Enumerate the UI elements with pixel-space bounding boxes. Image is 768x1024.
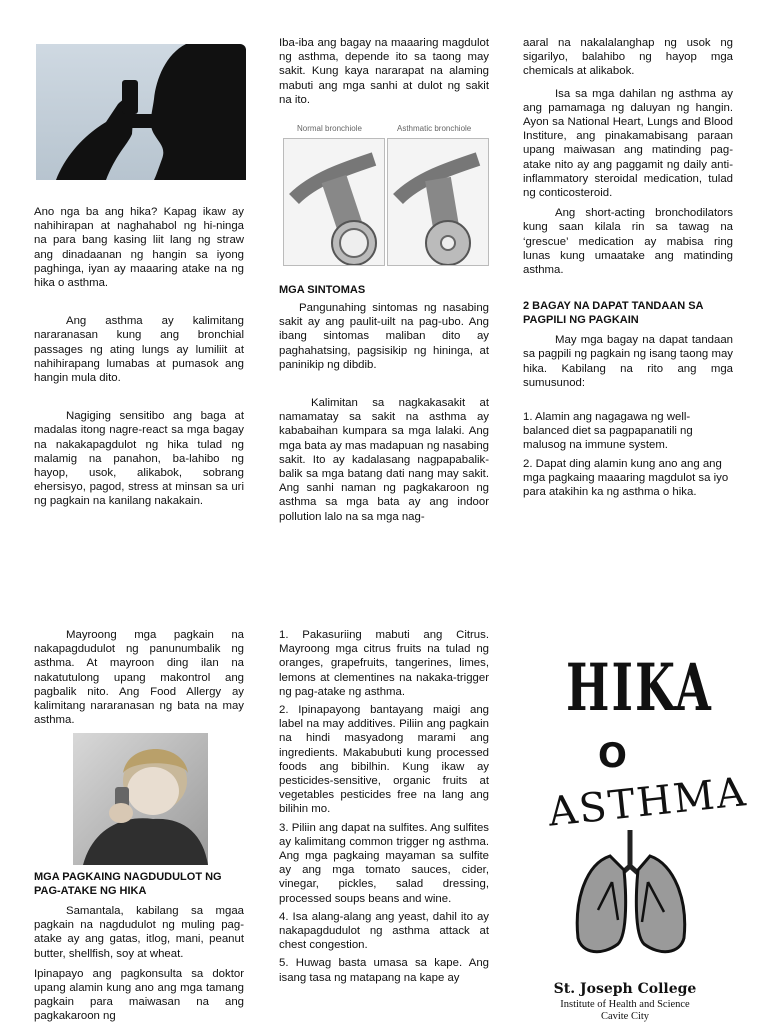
asthmatic-bronchiole-panel: [387, 138, 489, 266]
tip-yeast: 4. Isa alang-alang ang yeast, dahil ito ay nakapagdudulot ng asthma attack at chest congestion.: [279, 910, 489, 952]
symptoms-paragraph: Pangunahing sintomas ng nasabing sakit ay ang paulit-uilt na pag-ubo. Ang ibang sintomas maliban dito ay paghahatsing, pagsisikip ng hininga, at paninikip ng dibdib.: [279, 302, 489, 371]
child-inhaler-photo: [73, 733, 208, 865]
college-name: St. Joseph College: [553, 981, 697, 997]
tip-additives: 2. Ipinapayong bantayang maigi ang label na may additives. Piliin ang pagkain na hindi masyadong marami ang ingredients. Makabubuti kung processed foods ang bibilhin. Kung ikaw ay pesticides-sensitive, organic fruits at vegetables pesticides free na lang ang bilihin mo.: [279, 704, 489, 816]
inflammation-paragraph: Isa sa mga dahilan ng asthma ay ang pamamaga ng daluyan ng hangin. Ayon sa National Heart, Lungs and Blood Institure, ang pinakamabisang paraan upang maiwasan ang matinding pag-atake nito ay ang paggamit ng daily anti-inflammatory steroidal medication, tulad ng conticosteroid.: [523, 87, 733, 200]
cover-title-o: O: [598, 736, 627, 776]
inhalants-paragraph: aaral na nakalalanghap ng usok ng sigarilyo, balahibo ng hayop mga chemicals at alikabok.: [523, 37, 733, 78]
food-tips-heading: 2 BAGAY NA DAPAT TANDAAN SA PAGPILI NG PAGKAIN: [523, 300, 704, 327]
symptoms-heading: MGA SINTOMAS: [279, 284, 366, 296]
col2-intro: [279, 36, 489, 107]
asthmatic-bronchiole-label: Asthmatic bronchiole: [397, 124, 472, 133]
lungs-illustration: [568, 830, 698, 960]
trigger-foods-paragraph: Samantala, kabilang sa mgaa pagkain na nagdudulot ng muling pag-atake ay ang gatas, itlog, mani, peanut butter, shellfish, soy at wheat.: [34, 905, 244, 960]
inhaler-silhouette-photo: [36, 44, 246, 180]
tip-coffee: 5. Huwag basta umasa sa kape. Ang isang tasa ng matapang na kape ay: [279, 957, 489, 984]
normal-bronchiole-label: Normal bronchiole: [297, 124, 362, 133]
normal-bronchiole-panel: [283, 138, 385, 266]
food-allergy-paragraph: Mayroong mga pagkain na nakapagdudulot ng panunumbalik ng asthma. At mayroon ding ilan na nakatutulong upang makontrol ang pagbalik nito. Ang Food Allergy ay kalimitang nararanasan ng bata na may asthma.: [34, 629, 244, 727]
cover-title-asthma: ASTHMA: [546, 769, 750, 836]
causes-paragraph: Iba-iba ang bagay na maaaring magdulot ng asthma, depende ito sa taong may sakit. Kung kaya nararapat na alaming mabuti ang mga sanhi at dulot ng sakit na ito.: [279, 37, 489, 106]
col1-text: [34, 205, 244, 509]
col5-list: [279, 628, 489, 985]
college-city: Cavite City: [600, 1011, 650, 1022]
tip-sulfites: 3. Piliin ang dapat na sulfites. Ang sulfites ay kalimitang common trigger ng asthma. Ang mga pagkaing mayaman sa sulfite ay ang mga tomato sauces, cider, vinegar, pickles, salad dressing, processed soups beans and wine.: [279, 821, 489, 905]
trigger-foods-heading: MGA PAGKAING NAGDUDULOT NG PAG-ATAKE NG HIKA: [34, 871, 222, 897]
affected-groups-paragraph: Kalimitan sa nagkakasakit at namamatay sa sakit na asthma ay kababaihan kumpara sa mga lalaki. Ang mga bata ay mas madapuan ng nasabing sakit. Ito ay kadalasang nagpapabalik-balik sa mga batang dati nang may sakit. Ang sanhi naman ng pagkakaroon ng asthma sa mga bata ay ang indoor pollution lalo na sa mga nag-: [279, 397, 489, 523]
food-tip-1: 1. Alamin ang nagagawa ng well-balanced diet sa pagpapanatili ng malusog na immune system.: [523, 411, 693, 452]
asthma-definition-paragraph: Ang asthma ay kalimitang nararanasan kung ang bronchial passages ng ating lungs ay lumiliit at nahihirapang lumabas at pumasok ang hangin mula dito.: [34, 315, 244, 385]
sensitivity-paragraph: Nagiging sensitibo ang baga at madalas itong nagre-react sa mga bagay na nakakapagdulot ng hika tulad ng malamig na panahon, ba-lahibo ng hayop, usok, alikabok, sobrang ehersisyo, pagod, stress at minsan sa uri ng pagkain na kanilang nakakain.: [34, 410, 244, 508]
col3-text: [523, 36, 733, 499]
col4-foods: [34, 870, 244, 1024]
col2-symptoms: [279, 283, 489, 524]
col4-intro: [34, 628, 244, 727]
consult-doctor-paragraph: Ipinapayo ang pagkonsulta sa doktor upang alamin kung ano ang mga tamang pagkain para maiwasan na ang pagkakaroon ng: [34, 967, 244, 1023]
bronchiole-diagram: [283, 124, 489, 266]
cover-title-hika: HIKA: [566, 650, 713, 726]
food-tips-paragraph: May mga bagay na dapat tandaan sa pagpili ng pagkain ng isang taong may hika. Kabilang na rito ang mga sumusunod:: [523, 334, 733, 389]
tip-citrus: 1. Pakasuriing mabuti ang Citrus. Mayroong mga citrus fruits na tulad ng oranges, grapefruits, tangerines, limes, lemons at clementines na nakaka-trigger ng pag-atake ng asthma.: [279, 629, 489, 698]
bronchodilators-paragraph: Ang short-acting bronchodilators kung saan kilala rin sa tawag na ‘grescue’ medication ay mabisa ring lunas kung umaatake ang matinding asthma.: [523, 207, 733, 277]
food-tip-2: 2. Dapat ding alamin kung ano ang ang mga pagkaing maaaring magdulot sa iyo para atakihin ka ng asthma o hika.: [523, 457, 729, 499]
intro-paragraph: Ano nga ba ang hika? Kapag ikaw ay nahihirapan at naghahabol ng hi-ninga na para bang kasing liit lang ng straw ang dinadaanan ng hangin sa iyong paghinga, iyan ay maaaring atake na ng hika o asthma.: [34, 206, 244, 290]
institute-name: Institute of Health and Science: [560, 999, 690, 1010]
